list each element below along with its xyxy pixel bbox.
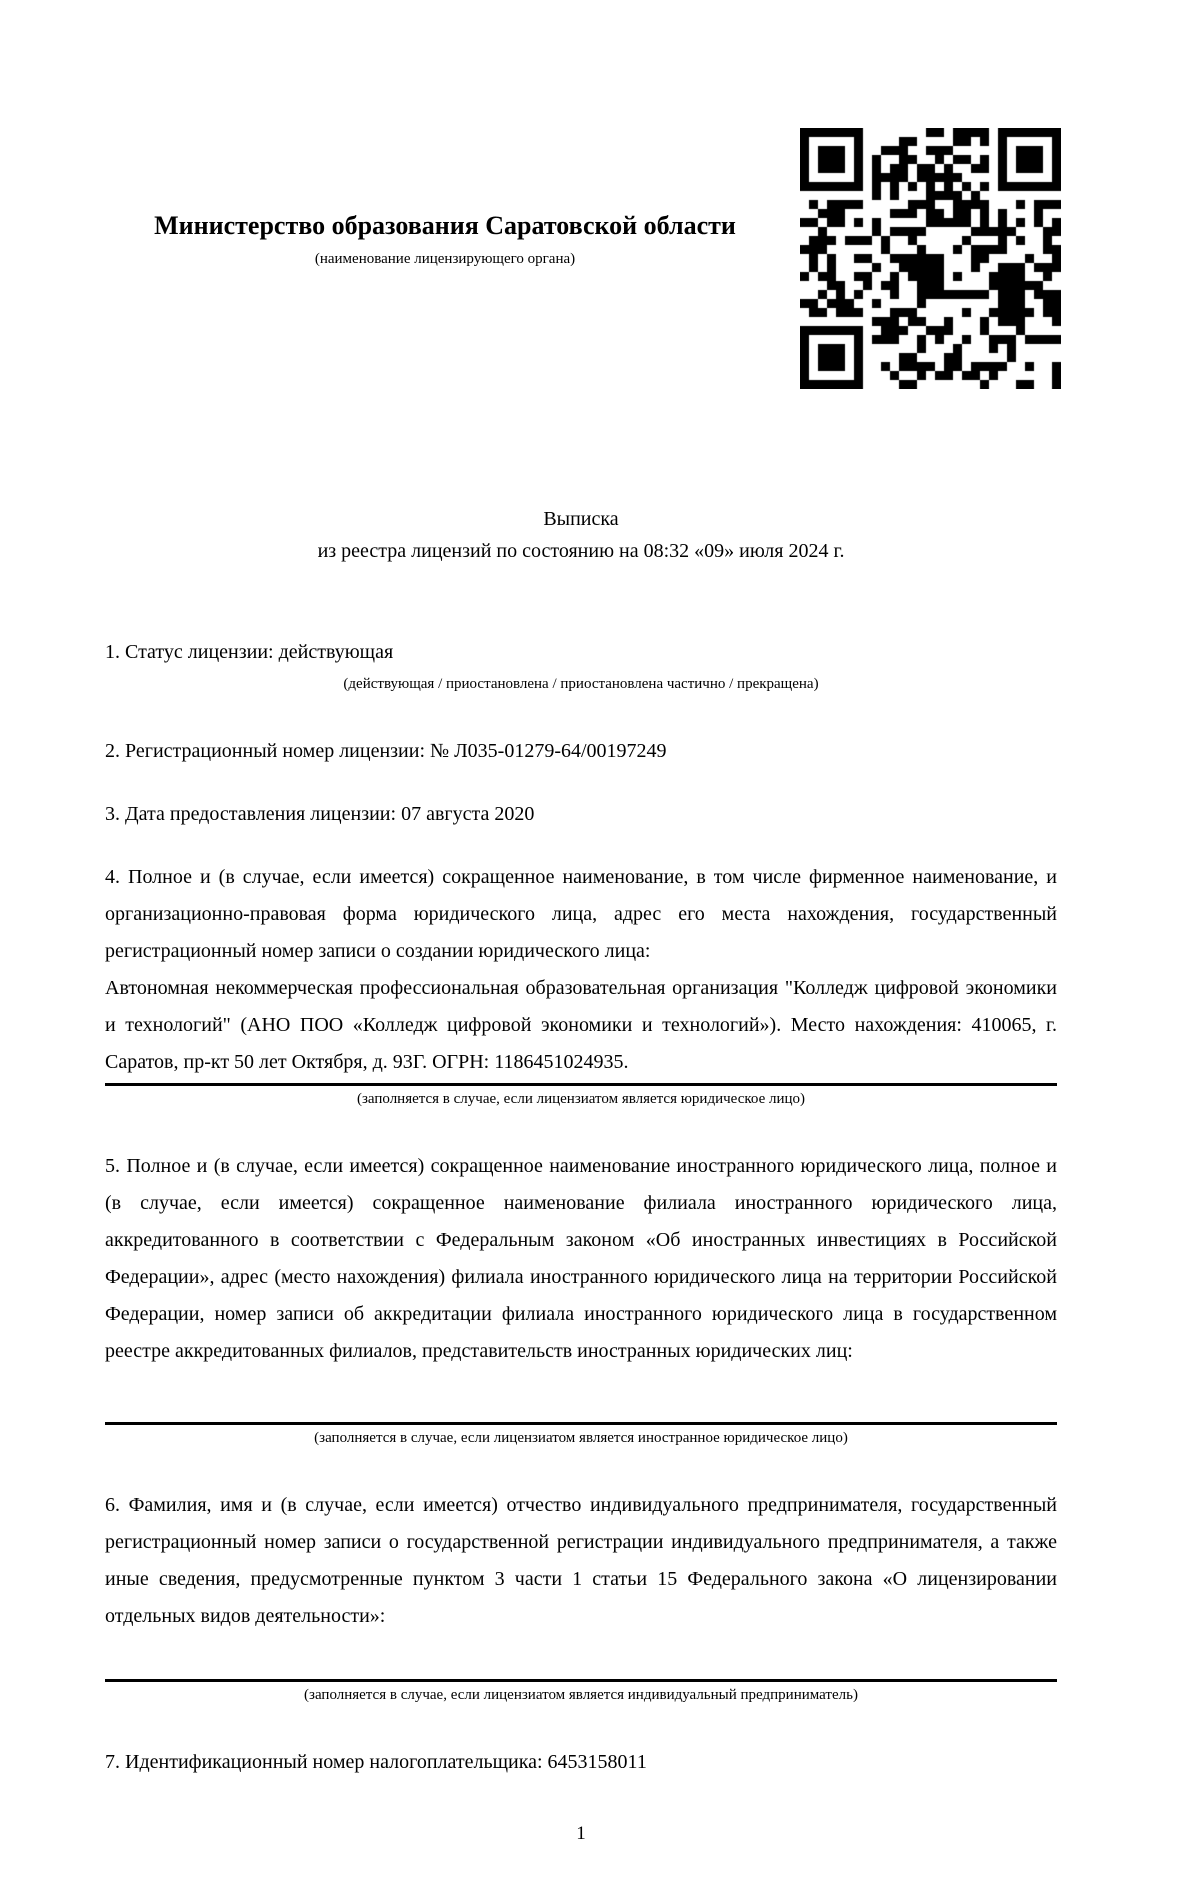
document-title-line1: Выписка [543,508,619,530]
license-status-caption: (действующая / приостановлена / приостановлена частично / прекращена) [343,676,819,692]
foreign-entity-label: 5. Полное и (в случае, если имеется) сокращенное наименование иностранного юридического лица, полное и (в случае, если имеется) сокращенное наименование филиала иностранного юридического лица, аккредитованного в соответствии с Федеральным законом «Об иностранных инвестициях в Российской Федерации», адрес (место нахождения) филиала иностранного юридического лица на территории Российской Федерации, номер записи об аккредитации филиала иностранного юридического лица в государственном реестре аккредитованных филиалов, представительств иностранных юридических лиц: [105,1155,1057,1362]
qr-code-icon [800,128,1061,389]
licensing-authority-block [135,205,755,268]
registration-number-text: 2. Регистрационный номер лицензии: № Л035-01279-64/00197249 [105,740,667,762]
license-status-text: 1. Статус лицензии: действующая [105,641,394,663]
item-registration-number [105,733,1057,770]
entrepreneur-label: 6. Фамилия, имя и (в случае, если имеется) отчество индивидуального предпринимателя, государственный регистрационный номер записи о государственной регистрации индивидуального предпринимателя, а также иные сведения, предусмотренные пунктом 3 части 1 статьи 15 Федерального закона «О лицензировании отдельных видов деятельности»: [105,1494,1057,1627]
page-number: 1 [576,1823,586,1844]
legal-entity-value: Автономная некоммерческая профессиональная образовательная организация "Колледж цифровой экономики и технологий" (АНО ПОО «Колледж цифровой экономики и технологий»). Место нахождения: 410065, г. Саратов, пр-кт 50 лет Октября, д. 93Г. ОГРН: 1186451024935. [105,977,1057,1073]
item-individual-entrepreneur [105,1487,1057,1718]
item-grant-date [105,796,1057,833]
licensing-authority-name: Министерство образования Саратовской области [154,211,736,240]
document-title [105,504,1057,568]
grant-date-text: 3. Дата предоставления лицензии: 07 августа 2020 [105,803,535,825]
document-title-line2: из реестра лицензий по состоянию на 08:32 «09» июля 2024 г. [317,540,845,562]
licensing-authority-caption: (наименование лицензирующего органа) [314,251,576,267]
qr-code [800,128,1061,389]
entrepreneur-blank-field [105,1679,1057,1682]
taxpayer-number-text: 7. Идентификационный номер налогоплательщика: 6453158011 [105,1751,647,1773]
item-foreign-entity [105,1148,1057,1461]
item-legal-entity [105,859,1057,1122]
legal-entity-underline [105,1083,1057,1086]
foreign-entity-blank-field [105,1422,1057,1425]
item-license-status [105,634,1057,707]
legal-entity-label: 4. Полное и (в случае, если имеется) сокращенное наименование, в том числе фирменное наименование, и организационно-правовая форма юридического лица, адрес его места нахождения, государственный регистрационный номер записи о создании юридического лица: [105,866,1057,962]
entrepreneur-caption: (заполняется в случае, если лицензиатом является индивидуальный предприниматель) [304,1687,858,1703]
foreign-entity-caption: (заполняется в случае, если лицензиатом является иностранное юридическое лицо) [314,1430,848,1446]
document-header [105,0,1057,470]
license-items [105,634,1057,1781]
legal-entity-caption: (заполняется в случае, если лицензиатом является юридическое лицо) [356,1091,806,1107]
item-taxpayer-number [105,1744,1057,1781]
